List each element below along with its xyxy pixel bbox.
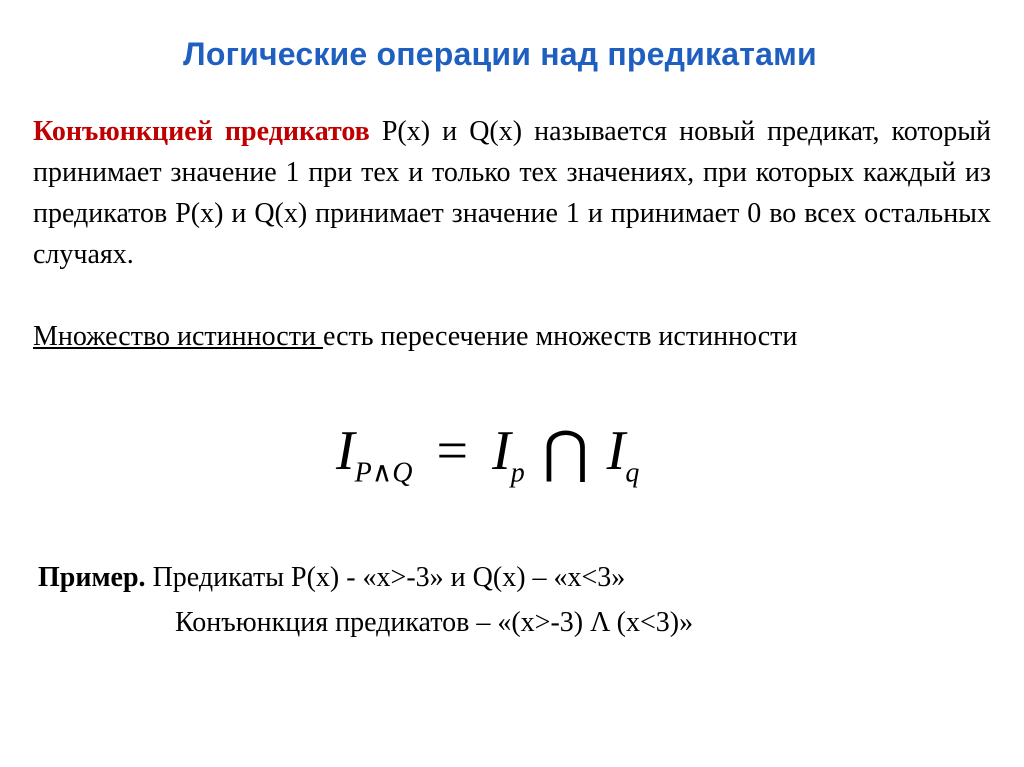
formula-lhs-subscript: P∧Q [354,457,413,489]
truth-set-statement [33,316,797,357]
formula-rhs-q-subscript: q [625,457,640,489]
example-predicates: Предикаты P(x) - «x>-3» и Q(x) – «x<3» [145,562,626,593]
example-label: Пример. [38,562,146,593]
definition-term: Конъюнкцией предикатов [33,116,370,147]
truth-set-text: есть пересечение множеств истинности [322,321,798,352]
formula-rhs-q: I [606,420,626,482]
example-line-2: Конъюнкция предикатов – «(x>-3) Λ (x<3)» [175,607,694,638]
intersection-symbol: ⋂ [542,422,589,484]
formula-lhs: I [336,420,355,482]
intersection-formula [336,418,639,490]
definition-text: P(x) и Q(x) называется новый предикат, который принимает значение 1 при тех и только тех значениях, при которых каждый из предикатов P(x) и Q(x) принимает значение 1 и принимает 0 во всех остальных случаях. [33,116,991,270]
definition-paragraph [33,111,991,275]
formula-equals: = [436,420,469,482]
truth-set-term: Множество истинности [33,321,323,352]
example-line-1 [38,555,693,600]
formula-rhs-p-subscript: p [510,457,525,489]
slide-title: Логические операции над предикатами [183,36,817,72]
formula-rhs-p: I [492,420,511,482]
example-block [38,555,693,645]
